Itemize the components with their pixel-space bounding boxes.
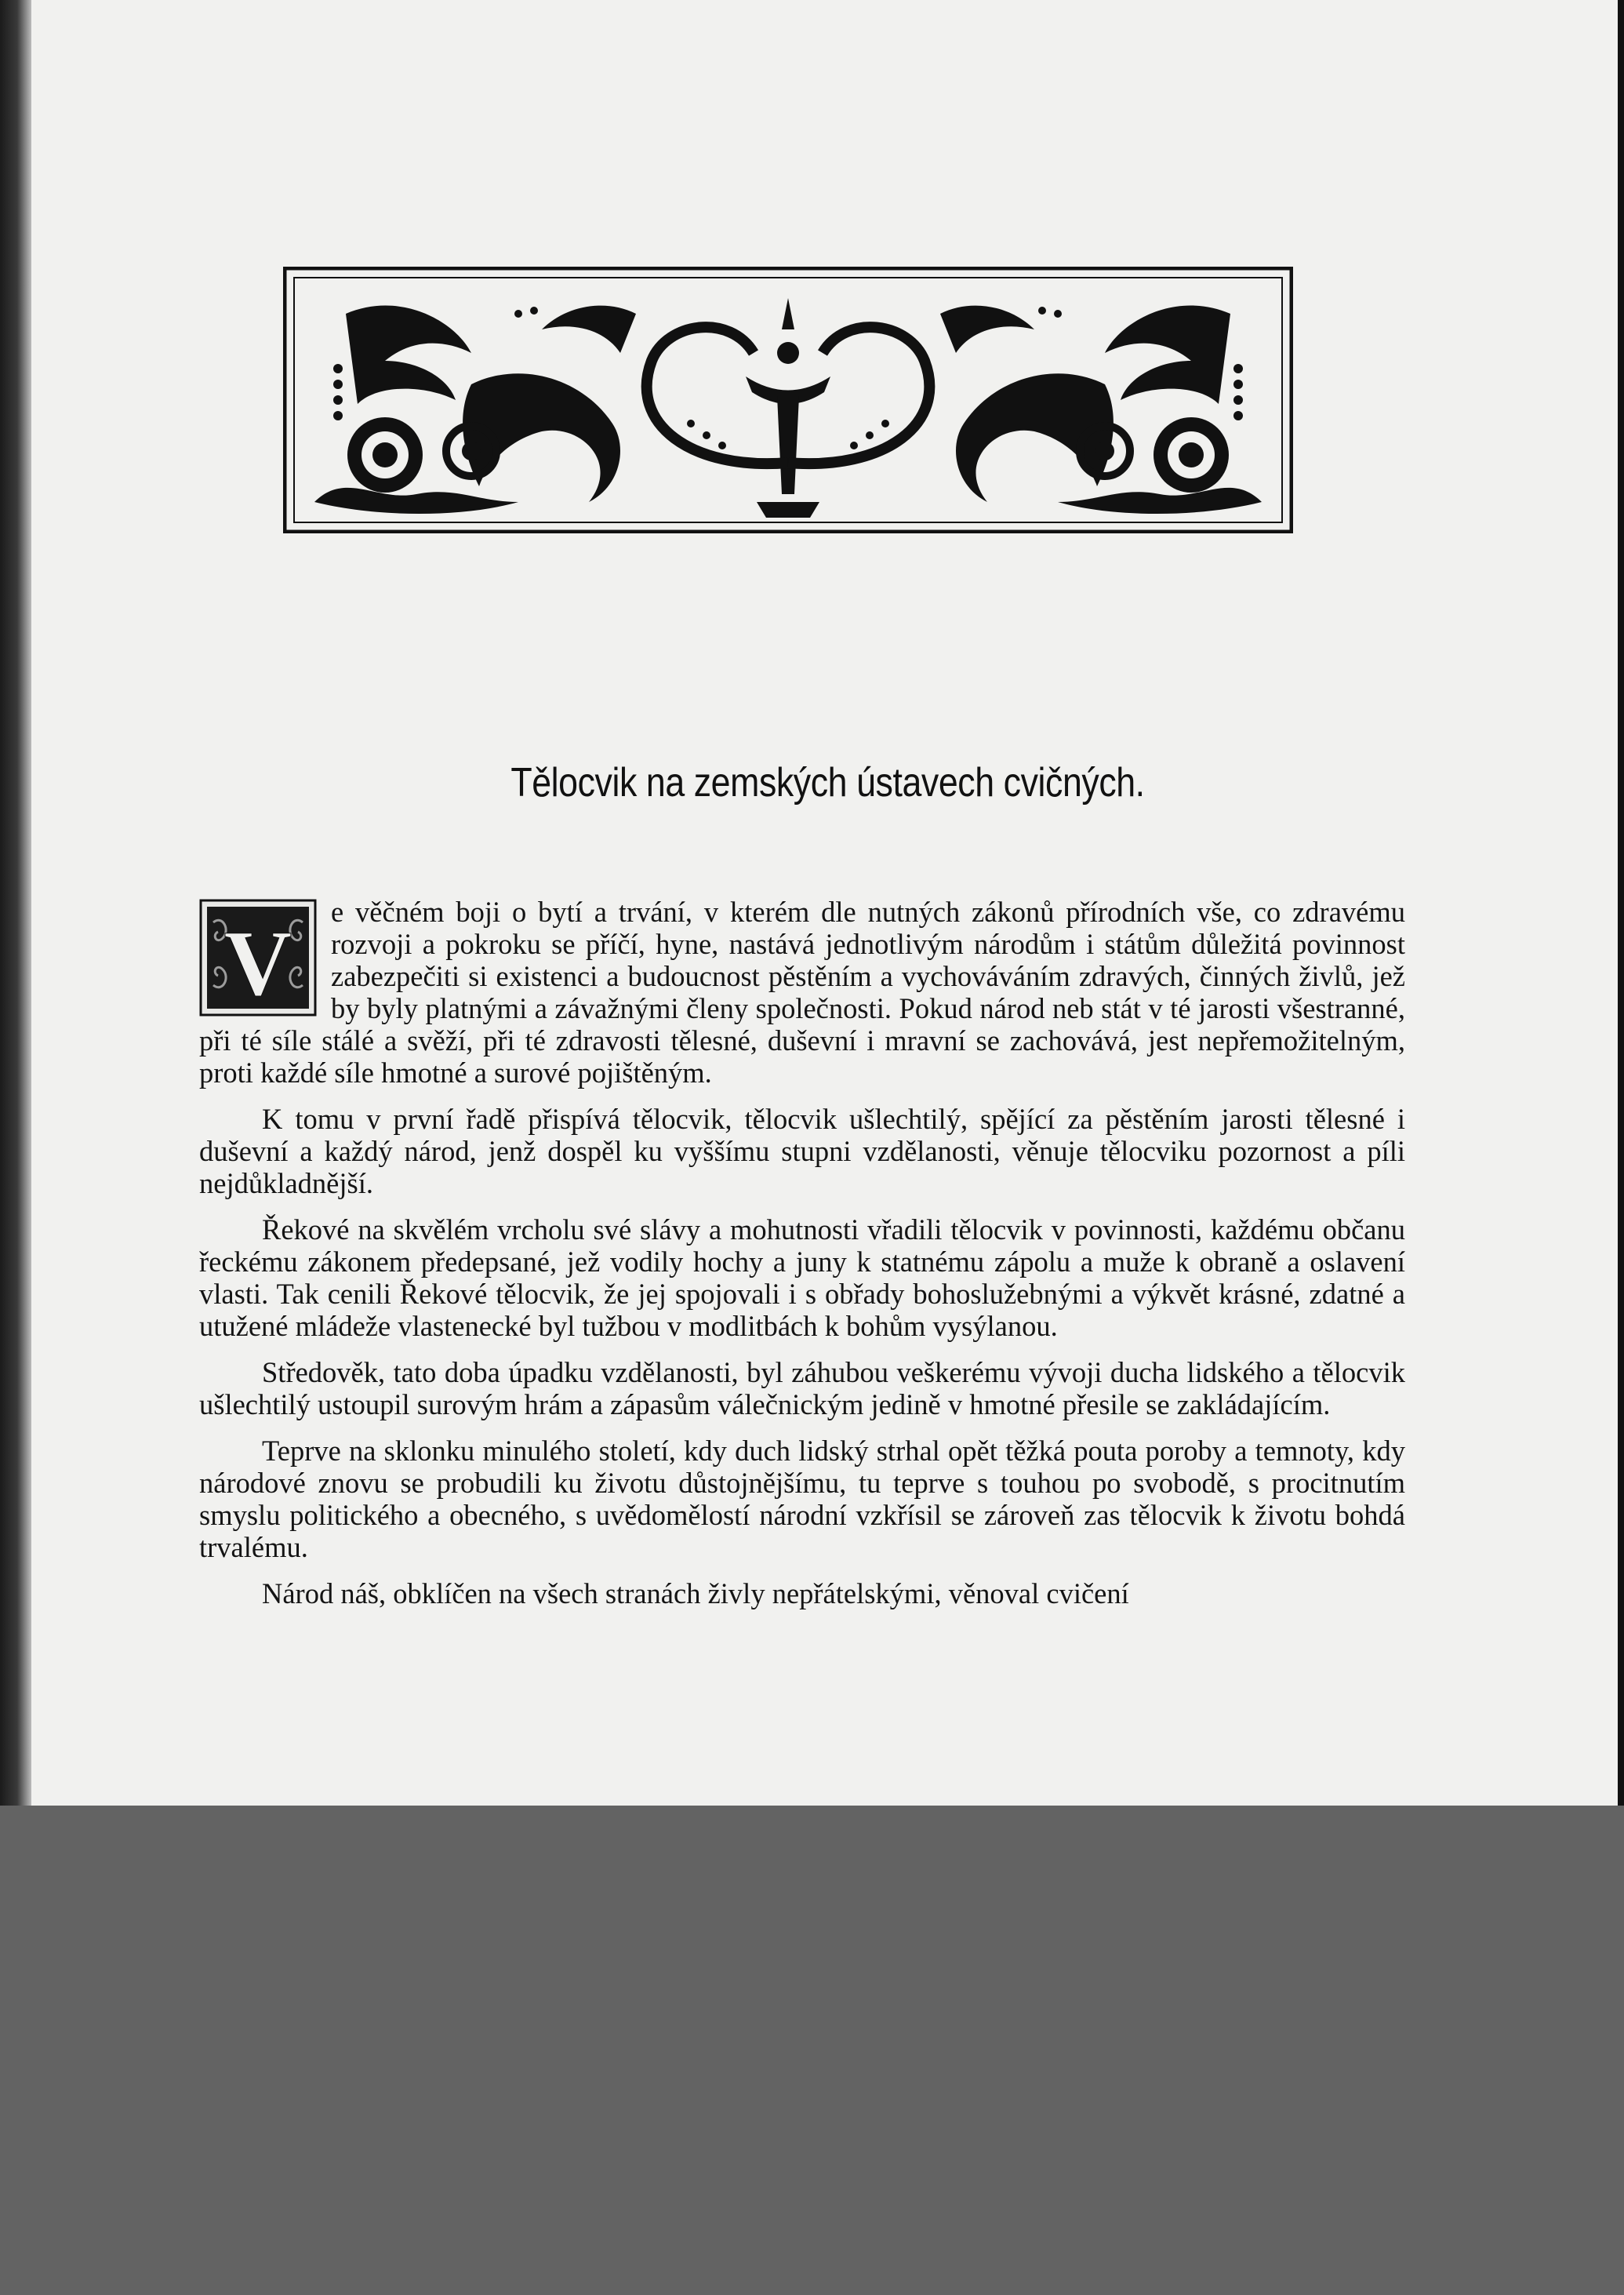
scan-bottom-overlay [0, 1806, 1624, 2295]
paragraph [199, 896, 1405, 1089]
paragraph-text: e věčném boji o bytí a trvání, v kterém dle nutných zákonů přírodních vše, co zdravému rozvoji a pokroku se příčí, hyne, nastává jednotlivým národům i státům důležitá povinnost zabezpečiti si existenci a budoucnost pěstěním a vychováváním zdravých, činných živlů, jež by byly platnými a závažnými členy společnosti. Pokud národ neb stát v té jarosti všestranné, při té síle stálé a svěží, při té zdravosti tělesné, duševní i mravní se zachovává, jest nepřemožitelným, proti každé síle hmotné a surové pojištěným. [199, 896, 1405, 1089]
book-page [31, 0, 1624, 1806]
article-body [199, 896, 1405, 1609]
paragraph: Národ náš, obklíčen na všech stranách živly nepřátelskými, věnoval cvičení [262, 1577, 1129, 1609]
paragraph: Teprve na sklonku minulého století, kdy duch lidský strhal opět těžká pouta poroby a temnoty, kdy národové znovu se probudili ku životu důstojnějšímu, tu teprve s touhou po svobodě, s procitnutím smyslu politického a obecného, s uvědomělostí národní vzkřísil se zároveň zas tělocvik k životu bohdá trvalému. [199, 1435, 1405, 1563]
scan-right-edge [1618, 0, 1624, 1806]
paragraph: Řekové na skvělém vrcholu své slávy a mohutnosti vřadili tělocvik v povinnosti, každému občanu řeckému zákonem předepsané, jež vodily hochy a juny k statnému zápolu a muže k obraně a oslavení vlasti. Tak cenili Řekové tělocvik, že jej spojovali i s obřady bohoslužebnými a výkvět krásné, zdatné a utužené mládeže vlastenecké byl tužbou v modlitbách k bohům vysýlanou. [199, 1213, 1405, 1342]
ornamental-headpiece-icon [283, 267, 1293, 533]
paragraph: Středověk, tato doba úpadku vzdělanosti, byl záhubou veškerému vývoji ducha lidského a tělocvik ušlechtilý ustoupil surovým hrám a zápasům válečnickým jedině v hmotné přesile se zakládajícím. [199, 1356, 1405, 1420]
page-title: Tělocvik na zemských ústavech cvičných. [510, 760, 1145, 806]
book-spine-edge [0, 0, 31, 1806]
initial-letter: V [223, 911, 292, 1015]
paragraph: K tomu v první řadě přispívá tělocvik, tělocvik ušlechtilý, spějící za pěstěním jarosti tělesné i duševní a každý národ, jenž dospěl ku vyššímu stupni vzdělanosti, věnuje tělocviku pozornost a píli nejdůkladnější. [199, 1103, 1405, 1199]
decorated-initial-icon [199, 899, 317, 1017]
